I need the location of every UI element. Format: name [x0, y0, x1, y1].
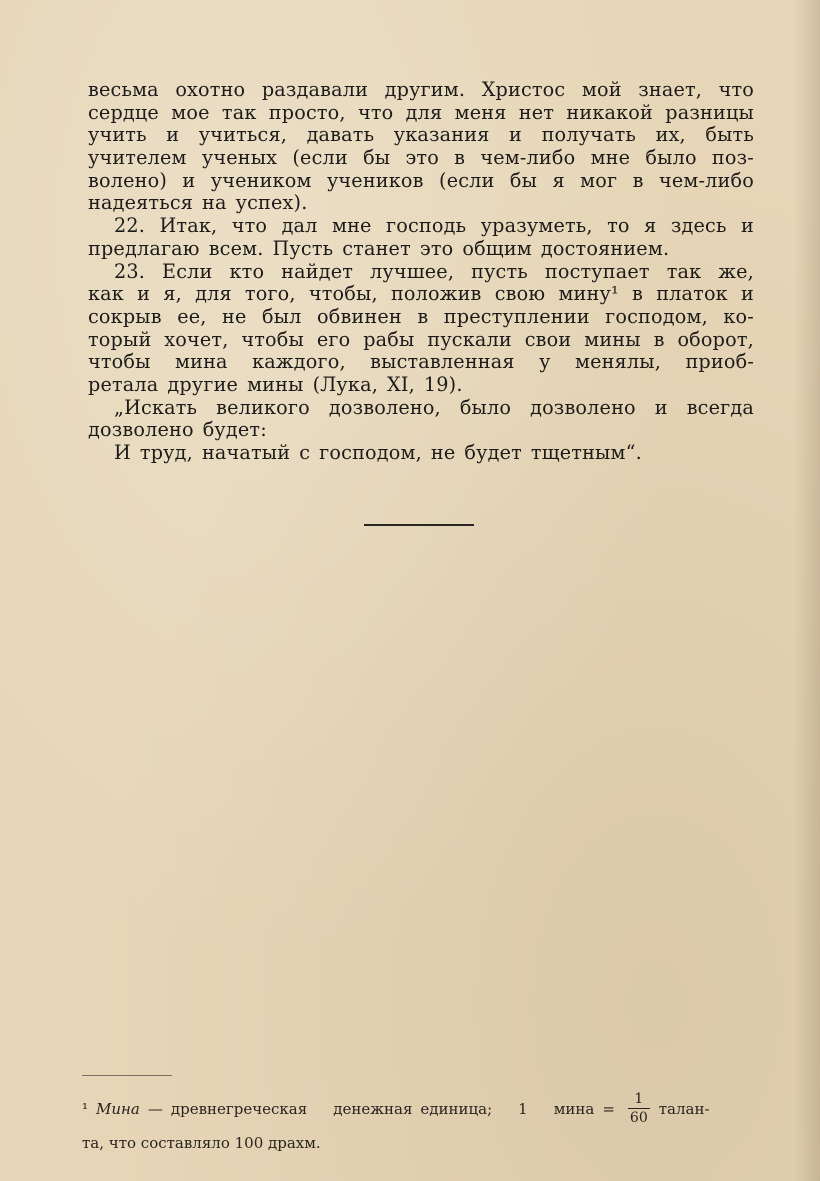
text-line-16: [88, 419, 754, 442]
word: всем.: [208, 236, 264, 260]
word: давать: [306, 123, 375, 147]
word: учителем: [88, 146, 187, 170]
footnote-line-2: [82, 1126, 762, 1160]
word: для: [195, 282, 232, 306]
word: нет: [518, 100, 555, 124]
word: и: [741, 214, 754, 238]
word: каждого,: [252, 350, 346, 374]
word: Христос: [481, 78, 566, 101]
word: чем-либо: [480, 146, 576, 170]
fraction-denominator: 60: [629, 1110, 648, 1126]
word: обвинен: [316, 304, 402, 328]
word: было: [645, 146, 697, 170]
word: мина: [175, 350, 228, 374]
word: и: [137, 282, 151, 306]
word: Итак,: [159, 214, 218, 238]
word: быть: [705, 123, 754, 147]
word: в: [653, 327, 665, 351]
text-line-10: [88, 283, 754, 306]
footnote-block: [82, 1091, 762, 1160]
word: его: [316, 327, 351, 351]
word: как: [88, 282, 124, 306]
footnote-fraction: [627, 1091, 651, 1126]
word: чтобы: [241, 327, 304, 351]
word: учиться,: [198, 123, 288, 147]
text-line-14: [88, 374, 754, 397]
word: их,: [655, 123, 686, 147]
word: пускали: [427, 327, 512, 351]
word: на: [202, 191, 227, 215]
word: что: [357, 100, 394, 124]
word: с: [299, 441, 311, 464]
word: всегда: [686, 395, 754, 419]
word: великого: [216, 395, 310, 419]
footnote-one: 1: [518, 1099, 528, 1118]
word: (Лука,: [312, 372, 378, 396]
word: не: [222, 304, 247, 328]
word: учить: [88, 123, 147, 147]
word: мину¹: [558, 282, 619, 306]
word: торый: [88, 327, 152, 351]
fraction-bar: [628, 1108, 650, 1109]
main-text-block: [88, 79, 754, 465]
text-line-6: [88, 192, 754, 215]
word: Пусть: [272, 236, 334, 260]
word: мне: [331, 214, 372, 238]
word: учеником: [210, 168, 312, 192]
footnote-dash: —: [147, 1099, 163, 1118]
word: труд,: [139, 441, 193, 464]
footnote-marker: ¹: [82, 1099, 89, 1118]
word: приоб-: [685, 350, 754, 374]
word: разницы: [665, 100, 754, 124]
word: лучшее,: [370, 259, 455, 283]
text-line-11: [88, 306, 754, 329]
word: дозволено: [530, 395, 636, 419]
word: просто,: [268, 100, 346, 124]
word: (если: [292, 146, 348, 170]
word: господом,: [319, 441, 422, 464]
footnote-talant-part: талан-: [658, 1099, 710, 1118]
word: бы: [363, 146, 391, 170]
word: так: [666, 259, 702, 283]
word: платок: [656, 282, 728, 306]
word: так: [221, 100, 257, 124]
footnote-equals: =: [602, 1099, 615, 1118]
word: Если: [162, 259, 213, 283]
section-separator: [364, 524, 474, 526]
word: господь: [386, 214, 467, 238]
word: в: [454, 146, 466, 170]
text-line-1: [88, 79, 754, 102]
word: дал: [281, 214, 318, 238]
word: мины: [247, 372, 304, 396]
word: меня: [454, 100, 507, 124]
word: положив: [390, 282, 482, 306]
word: того,: [244, 282, 296, 306]
word: достоянием.: [540, 236, 670, 260]
word: менялы,: [575, 350, 662, 374]
word: найдет: [281, 259, 354, 283]
word: никакой: [566, 100, 653, 124]
word: общим: [462, 236, 532, 260]
word: преступлении: [443, 304, 590, 328]
word: пусть: [471, 259, 528, 283]
word: чтобы,: [308, 282, 378, 306]
word: мое: [171, 100, 210, 124]
footnote-line-1: [82, 1091, 762, 1126]
word: мины: [584, 327, 641, 351]
word: для: [405, 100, 443, 124]
word: раздавали: [261, 78, 369, 101]
text-line-4: [88, 147, 754, 170]
word: 23.: [114, 259, 146, 283]
word: начатый: [201, 441, 291, 464]
word: мне: [590, 146, 631, 170]
text-line-13: [88, 351, 754, 374]
word: поступает: [544, 259, 650, 283]
word: я: [644, 214, 657, 238]
word: будет:: [202, 418, 267, 442]
word: поз-: [711, 146, 754, 170]
word: же,: [718, 259, 754, 283]
footnote-mina-word: мина: [553, 1099, 595, 1118]
word: и: [741, 282, 754, 306]
word: я,: [163, 282, 182, 306]
word: свои: [524, 327, 572, 351]
word: я: [552, 168, 565, 192]
text-line-2: [88, 102, 754, 125]
word: (если: [439, 168, 495, 192]
word: указания: [393, 123, 490, 147]
word: И: [114, 441, 131, 464]
word: не: [430, 441, 456, 464]
word: оборот,: [677, 327, 754, 351]
word: господом,: [605, 304, 708, 328]
fraction-numerator: 1: [634, 1091, 644, 1107]
word: в: [632, 282, 643, 306]
word: свою: [494, 282, 546, 306]
word: будет: [464, 441, 522, 464]
word: чем-либо: [659, 168, 754, 192]
word: ко-: [723, 304, 754, 328]
word: рабы: [363, 327, 415, 351]
word: охотно: [175, 78, 246, 101]
word: мог: [580, 168, 618, 192]
word: и: [166, 123, 180, 147]
word: 22.: [114, 214, 146, 238]
text-line-17: [88, 442, 754, 465]
word: предлагаю: [88, 236, 200, 260]
word: сердце: [88, 100, 159, 124]
word: ретала: [88, 372, 159, 396]
text-line-12: [88, 329, 754, 352]
word: другим.: [384, 78, 466, 101]
word: и: [654, 395, 668, 419]
page-edge-shadow: [794, 0, 820, 1181]
word: тщетным“.: [530, 441, 642, 464]
word: чтобы: [88, 350, 151, 374]
text-line-7: [88, 215, 754, 238]
footnote-word: денежная: [333, 1099, 413, 1118]
word: сокрыв: [88, 304, 162, 328]
text-line-9: [88, 261, 754, 284]
word: кто: [229, 259, 265, 283]
word: выставленная: [370, 350, 515, 374]
word: хочет,: [164, 327, 229, 351]
word: „Искать: [114, 395, 198, 419]
word: было: [459, 395, 512, 419]
footnote-rule: [82, 1075, 172, 1076]
word: в: [632, 168, 644, 192]
word: и: [509, 123, 523, 147]
word: то: [607, 214, 630, 238]
word: мой: [581, 78, 622, 101]
text-line-15: [88, 397, 754, 420]
word: учеников: [326, 168, 424, 192]
word: станет: [342, 236, 411, 260]
word: в: [417, 304, 429, 328]
word: дозволено: [88, 418, 194, 442]
word: дозволено,: [328, 395, 441, 419]
word: это: [405, 146, 439, 170]
word: у: [539, 350, 551, 374]
word: ученых: [201, 146, 278, 170]
word: бы: [509, 168, 538, 192]
word: надеяться: [88, 191, 194, 215]
word: что: [231, 214, 268, 238]
word: здесь: [670, 214, 727, 238]
word: 19).: [423, 372, 463, 396]
word: знает,: [638, 78, 703, 101]
text-line-8: [88, 238, 754, 261]
word: получать: [541, 123, 637, 147]
footnote-word: единица;: [420, 1099, 493, 1118]
word: весьма: [88, 78, 159, 101]
word: успех).: [235, 191, 308, 215]
word: и: [182, 168, 196, 192]
footnote-word: древнегреческая: [170, 1099, 308, 1118]
word: это: [419, 236, 454, 260]
word: что: [718, 78, 754, 101]
word: другие: [167, 372, 239, 396]
text-line-3: [88, 124, 754, 147]
footnote-term: Мина: [96, 1099, 140, 1118]
word: волено): [88, 168, 167, 192]
word: был: [261, 304, 302, 328]
text-line-5: [88, 170, 754, 193]
word: ее,: [177, 304, 207, 328]
footnote-line-2-text: та, что составляло 100 драхм.: [82, 1134, 321, 1152]
word: XI,: [386, 372, 415, 396]
word: уразуметь,: [480, 214, 593, 238]
